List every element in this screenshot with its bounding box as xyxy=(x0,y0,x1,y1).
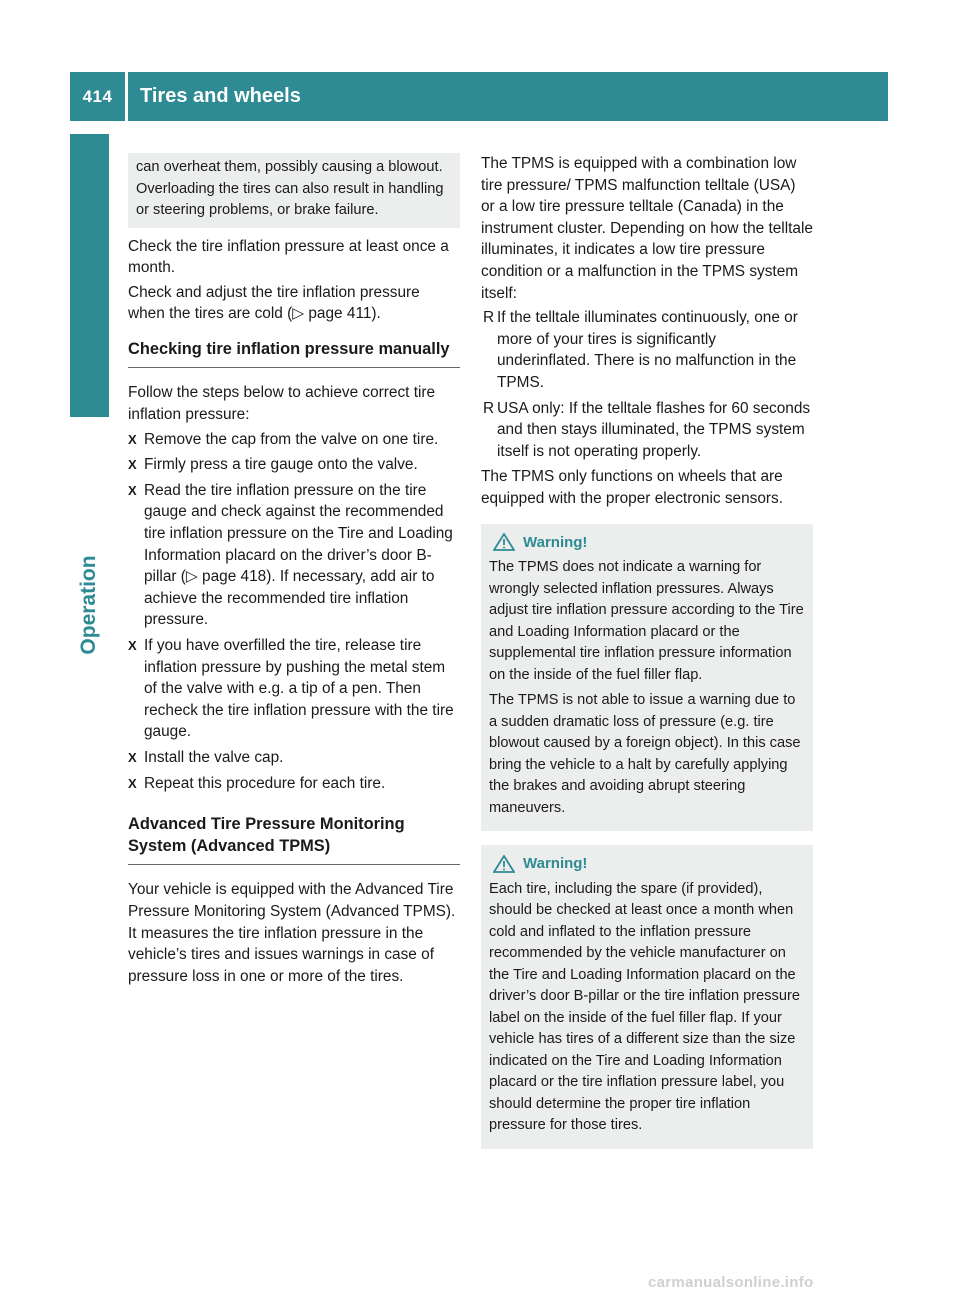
warning-title: Warning! xyxy=(489,532,805,554)
paragraph-check-monthly: Check the tire inflation pressure at least once a month. xyxy=(128,237,449,277)
heading-advanced-tpms: Advanced Tire Pressure Monitoring System (Advanced TPMS) xyxy=(128,814,460,865)
step-item: X Remove the cap from the valve on one tire. xyxy=(128,429,460,451)
step-mark-icon: X xyxy=(128,638,137,653)
page-ref-link[interactable]: page 411). xyxy=(304,305,381,323)
warning-text: Each tire, including the spare (if provided), should be checked at least once a month when cold and inflated to the inflation pressure recommended by the vehicle manufacturer on the Tire and Loading Information placard on the driver’s door B-pillar or the tire inflation pressure label on the inside of the fuel filler flap. If your vehicle has tires of a different size than the size indicated on the Tire and Loading Information placard or the tire inflation pressure label, you should determine the proper tire inflation pressure for those tires. xyxy=(489,880,800,1133)
bullet-mark-icon: R xyxy=(483,399,495,417)
paragraph-intro: Follow the steps below to achieve correct tire inflation pressure: xyxy=(128,384,436,424)
step-item: X If you have overfilled the tire, release tire inflation pressure by pushing the metal stem of the valve with e.g. a tip of a pen. Then recheck the tire inflation pressure with the tire gauge. xyxy=(128,637,454,741)
continued-warning-box xyxy=(128,153,460,228)
paragraph-telltale: The TPMS is equipped with a combination low tire pressure/ TPMS malfunction telltale (USA) or a low tire pressure telltale (Canada) in the instrument cluster. Depending on how the telltale illuminates, it indicates a low tire pressure condition or a malfunction in the TPMS system itself: xyxy=(481,155,813,302)
warning-text: The TPMS is not able to issue a warning due to a sudden dramatic loss of pressure (e.g. tire blowout caused by a foreign object). In this case bring the vehicle to a halt by carefully applying the brakes and avoiding abrupt steering maneuvers. xyxy=(489,692,801,816)
warning-triangle-icon xyxy=(493,855,515,873)
page-header xyxy=(70,72,888,121)
continued-warning-text: can overheat them, possibly causing a blowout. Overloading the tires can also result in handling or steering problems, or brake failure. xyxy=(136,159,444,218)
step-mark-icon: X xyxy=(128,482,137,498)
bullet-item: R If the telltale illuminates continuously, one or more of your tires is significantly underinflated. There is no malfunction in the TPMS. xyxy=(483,309,798,391)
side-tab-bar xyxy=(70,134,109,417)
warning-text: The TPMS does not indicate a warning for wrongly selected inflation pressures. Always adjust tire inflation pressure according to the Tire and Loading Information placard or the supplemental tire inflation pressure information on the inside of the fuel filler flap. xyxy=(489,559,804,683)
step-item: X Repeat this procedure for each tire. xyxy=(128,773,460,795)
warning-triangle-icon xyxy=(493,533,515,551)
paragraph-tpms-intro: Your vehicle is equipped with the Advanced Tire Pressure Monitoring System (Advanced TPMS). It measures the tire inflation pressure in the vehicle’s tires and issues warnings in case of pressure loss in one or more of the tires. xyxy=(128,881,456,985)
bullet-mark-icon: R xyxy=(483,309,495,327)
bullet-item: R USA only: If the telltale flashes for 60 seconds and then stays illuminated, the TPMS system itself is not operating properly. xyxy=(483,399,811,460)
warning-box-1 xyxy=(481,524,813,832)
warning-title: Warning! xyxy=(489,853,805,875)
side-tab-label: Operation xyxy=(77,555,100,655)
warning-box-2 xyxy=(481,845,813,1149)
heading-manual-check: Checking tire inflation pressure manually xyxy=(128,339,460,369)
page-ref-arrow-icon: ▷ xyxy=(292,305,305,323)
paragraph-sensors: The TPMS only functions on wheels that are equipped with the proper electronic sensors. xyxy=(481,468,784,507)
left-column xyxy=(128,153,460,990)
section-title: Tires and wheels xyxy=(140,85,301,107)
page-number: 414 xyxy=(82,86,113,106)
step-item: X Firmly press a tire gauge onto the valve. xyxy=(128,454,460,476)
step-mark-icon: X xyxy=(128,775,137,791)
step-item: X Read the tire inflation pressure on the tire gauge and check against the recommended tire inflation pressure on the Tire and Loading Information placard on the driver’s door B-pillar (▷ page 418). If necessary, add air to achieve the recommended tire inflation pressure. xyxy=(128,481,453,629)
watermark: carmanualsonline.info xyxy=(648,1274,814,1291)
right-column xyxy=(481,153,813,1163)
step-mark-icon: X xyxy=(128,431,137,447)
paragraph-check-cold: Check and adjust the tire inflation pressure when the tires are cold (▷ page 411). xyxy=(128,283,420,323)
step-mark-icon: X xyxy=(128,457,137,473)
step-item: X Install the valve cap. xyxy=(128,747,460,769)
step-mark-icon: X xyxy=(128,749,137,765)
